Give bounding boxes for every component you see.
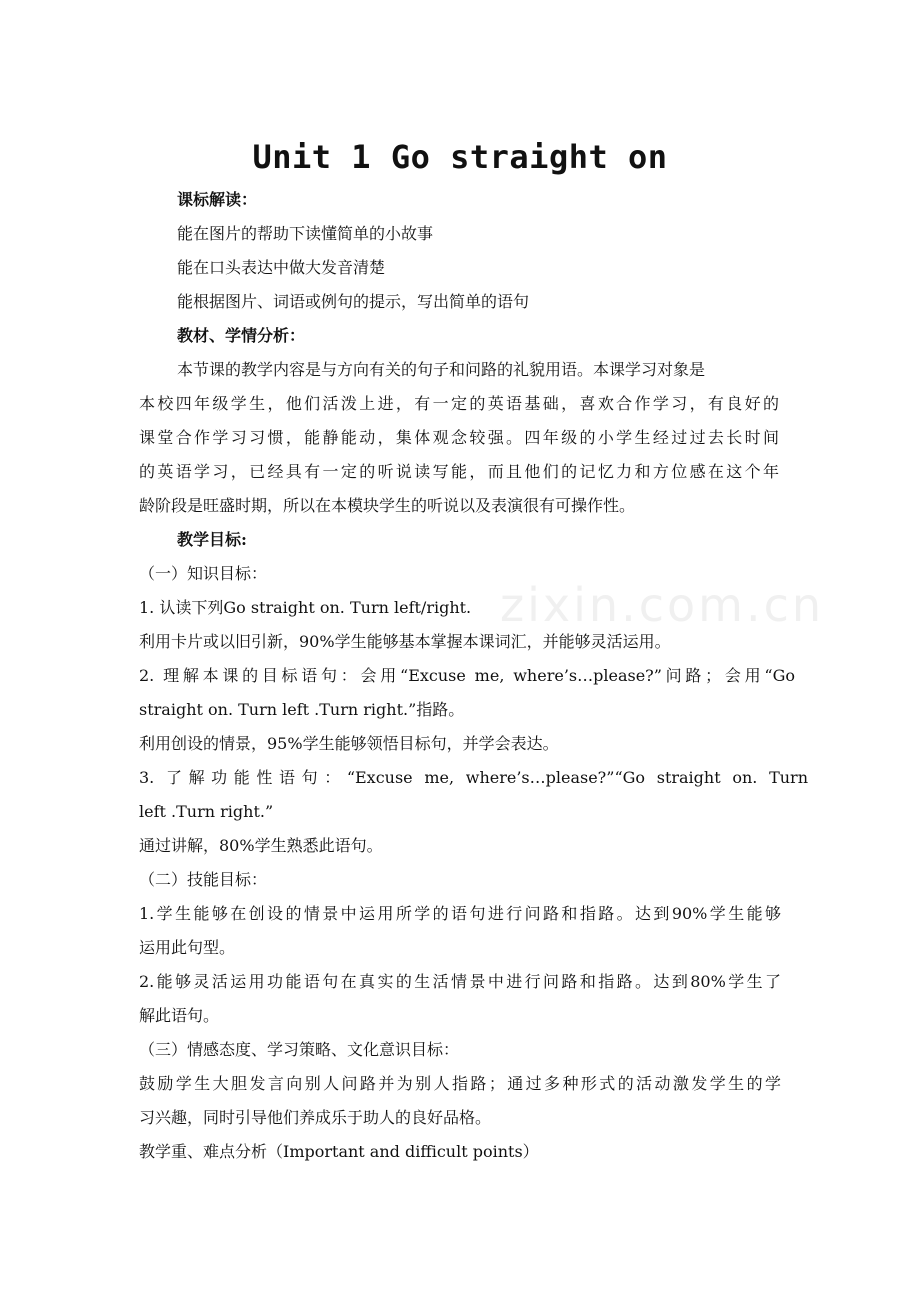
page-title: Unit 1 Go straight on <box>252 138 668 176</box>
paragraph-line: 课堂合作学习习惯，能静能动，集体观念较强。四年级的小学生经过过去长时间 <box>139 428 779 447</box>
paragraph-line: 3. 了解功能性语句：“Excuse me, where’s…please?”“Go straight on. Turn <box>139 768 808 787</box>
paragraph-line: 龄阶段是旺盛时期，所以在本模块学生的听说以及表演很有可操作性。 <box>139 496 636 515</box>
paragraph-line: 利用卡片或以旧引新，90%学生能够基本掌握本课词汇，并能够灵活运用。 <box>139 632 671 651</box>
paragraph-line: 通过讲解，80%学生熟悉此语句。 <box>139 836 383 855</box>
paragraph-line: 1. 认读下列Go straight on. Turn left/right. <box>139 598 472 617</box>
paragraph-line: straight on. Turn left .Turn right.”指路。 <box>139 700 465 719</box>
paragraph-line: 的英语学习，已经具有一定的听说读写能，而且他们的记忆力和方位感在这个年 <box>139 462 779 481</box>
paragraph-line: 本节课的教学内容是与方向有关的句子和问路的礼貌用语。本课学习对象是 <box>177 360 706 379</box>
heading-objectives: 教学目标: <box>177 530 247 549</box>
subheading-skills: （二）技能目标： <box>139 870 268 889</box>
subheading-attitude: （三）情感态度、学习策略、文化意识目标： <box>139 1040 460 1059</box>
heading-curriculum: 课标解读： <box>177 190 258 209</box>
watermark: zixin.com.cn <box>500 578 825 632</box>
paragraph-line: 能在口头表达中做大发音清楚 <box>177 258 386 277</box>
paragraph-line: 习兴趣，同时引导他们养成乐于助人的良好品格。 <box>139 1108 492 1127</box>
paragraph-line: left .Turn right.” <box>139 802 274 821</box>
paragraph-line: 能根据图片、词语或例句的提示，写出简单的语句 <box>177 292 530 311</box>
paragraph-line: 运用此句型。 <box>139 938 236 957</box>
paragraph-line: 解此语句。 <box>139 1006 220 1025</box>
paragraph-line: 能在图片的帮助下读懂简单的小故事 <box>177 224 434 243</box>
paragraph-line: 本校四年级学生，他们活泼上进，有一定的英语基础，喜欢合作学习，有良好的 <box>139 394 779 413</box>
paragraph-line: 利用创设的情景，95%学生能够领悟目标句，并学会表达。 <box>139 734 559 753</box>
paragraph-line: 1.学生能够在创设的情景中运用所学的语句进行问路和指路。达到90%学生能够 <box>139 904 781 923</box>
paragraph-line: 2.能够灵活运用功能语句在真实的生活情景中进行问路和指路。达到80%学生了 <box>139 972 781 991</box>
heading-key-points: 教学重、难点分析（Important and difficult points） <box>139 1142 539 1161</box>
paragraph-line: 鼓励学生大胆发言向别人问路并为别人指路；通过多种形式的活动激发学生的学 <box>139 1074 781 1093</box>
subheading-knowledge: （一）知识目标： <box>139 564 268 583</box>
heading-analysis: 教材、学情分析： <box>177 326 306 345</box>
paragraph-line: 2. 理解本课的目标语句：会用“Excuse me, where’s…please?”问路；会用“Go <box>139 666 795 685</box>
